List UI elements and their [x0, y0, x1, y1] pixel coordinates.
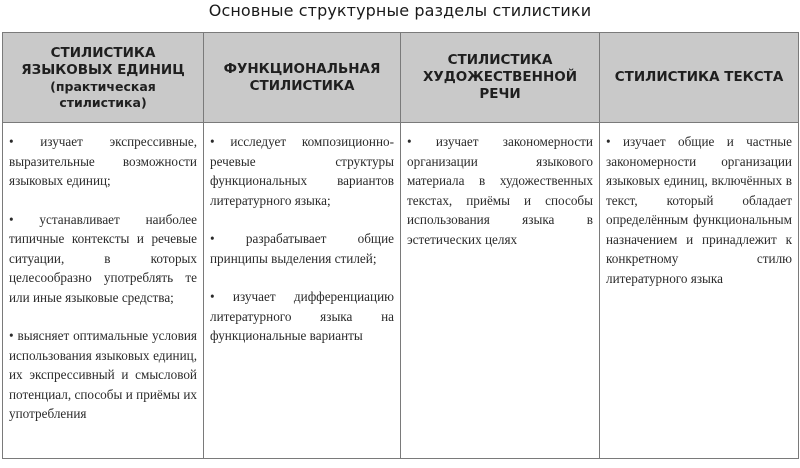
column-header-text: СТИЛИСТИКА ТЕКСТА [614, 69, 784, 85]
list-item: • выясняет оптимальные условия использования языковых единиц, их экспрессивный и смысловой потенциал, способы и приёмы их употребления [9, 328, 197, 421]
table-title: Основные структурные разделы стилистики [208, 1, 592, 20]
column-subheader-text: (практическая стилистика) [50, 78, 156, 110]
column-cell-text-stylistics [600, 123, 799, 459]
header-row [3, 33, 799, 123]
list-item: • изучает дифференциацию литературного языка на функциональные варианты [210, 289, 394, 343]
column-header-text-stylistics [600, 33, 799, 123]
list-item: • устанавливает наиболее типичные контексты и речевые ситуации, в которых целесообразно употреблять те или иные языковые средства; [9, 211, 197, 305]
column-cell-language-units [3, 123, 204, 459]
list-item: • изучает закономерности организации языкового материала в художественных текстах, приёмы и способы использования языка в эстетических целях [407, 134, 593, 247]
body-row [3, 123, 799, 459]
column-header-text: ФУНКЦИОНАЛЬНАЯ СТИЛИСТИКА [223, 60, 381, 94]
list-item: • разрабатывает общие принципы выделения стилей; [210, 231, 394, 266]
column-cell-artistic-speech [401, 123, 600, 459]
column-header-functional [204, 33, 401, 123]
column-header-text: СТИЛИСТИКА ЯЗЫКОВЫХ ЕДИНИЦ [21, 44, 185, 78]
list-item: • изучает общие и частные закономерности организации языковых единиц, включённых в текст, который обладает определённым функциональным назначением и принадлежит к конкретному стилю литературного языка [606, 134, 792, 286]
list-item: • исследует композиционно-речевые структуры функциональных вариантов литературного языка; [210, 134, 394, 208]
sections-table [2, 32, 799, 459]
list-item: • изучает экспрессивные, выразительные возможности языковых единиц; [9, 134, 197, 188]
column-cell-functional [204, 123, 401, 459]
column-header-artistic-speech [401, 33, 600, 123]
column-header-text: СТИЛИСТИКА ХУДОЖЕСТВЕННОЙ РЕЧИ [422, 52, 578, 102]
column-header-language-units [3, 33, 204, 123]
